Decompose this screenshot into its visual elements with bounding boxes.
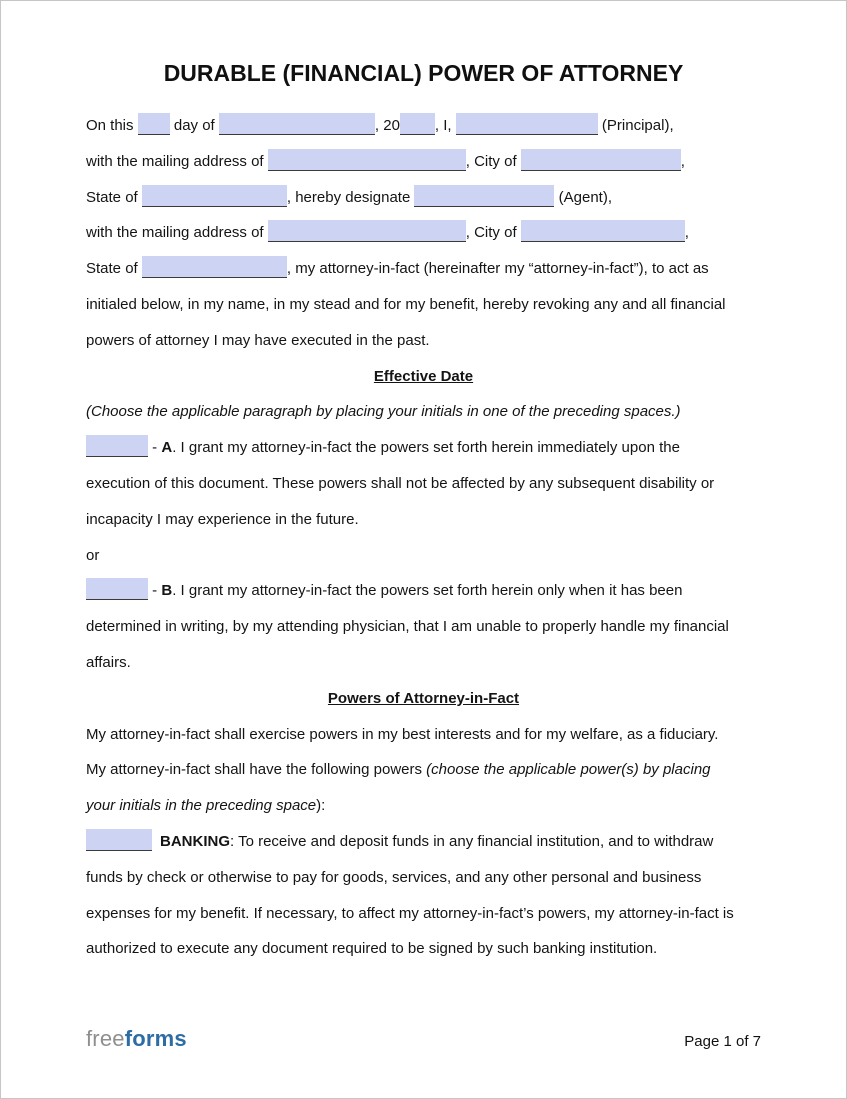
text-segment: day of [169, 117, 219, 134]
option-b-line-1 [86, 573, 761, 609]
text-segment: , City of [465, 152, 521, 170]
text-segment: . I grant my attorney-in-fact the powers set forth herein only when it has been [172, 582, 683, 600]
text-segment: , [684, 224, 689, 242]
instruction-note: (Choose the applicable paragraph by placing your initials in one of the preceding spaces.) [86, 403, 681, 421]
banking-line-2: funds by check or otherwise to pay for goods, services, and any other personal and business [86, 868, 702, 886]
intro-line-4 [86, 215, 761, 251]
blank-initials-a[interactable] [86, 435, 148, 457]
text-segment: , I, [434, 117, 456, 134]
blank-principal-name[interactable] [456, 113, 598, 135]
option-a-line-3: incapacity I may experience in the future. [86, 510, 359, 528]
intro-line-3 [86, 180, 761, 216]
text-segment: State of [86, 188, 142, 206]
blank-mailing-address-2[interactable] [268, 220, 466, 242]
text-segment: . I grant my attorney-in-fact the powers set forth herein immediately upon the [172, 439, 680, 457]
banking-line-1 [86, 824, 761, 860]
powers-line-1: My attorney-in-fact shall exercise powers in my best interests and for my welfare, as a fiduciary. [86, 725, 719, 743]
text-segment: , hereby designate [286, 188, 415, 206]
blank-initials-banking[interactable] [86, 829, 152, 851]
blank-city-2[interactable] [521, 220, 685, 242]
effective-date-heading: Effective Date [373, 367, 474, 385]
blank-state-2[interactable] [142, 256, 287, 278]
option-b-label: B [161, 582, 173, 600]
banking-line-3: expenses for my benefit. If necessary, to affect my attorney-in-fact’s powers, my attorney-in-fact is [86, 904, 734, 922]
text-segment: , City of [465, 224, 521, 242]
intro-line-6: initialed below, in my name, in my stead and for my benefit, hereby revoking any and all financial [86, 295, 726, 313]
blank-initials-b[interactable] [86, 578, 148, 600]
blank-year[interactable] [400, 113, 435, 135]
or-separator: or [86, 546, 100, 564]
text-segment: : To receive and deposit funds in any financial institution, and to withdraw [230, 832, 714, 850]
blank-day[interactable] [138, 113, 170, 135]
powers-line-2 [86, 752, 761, 788]
text-segment: - [148, 439, 162, 457]
banking-line-4: authorized to execute any document required to be signed by such banking institution. [86, 940, 658, 958]
intro-line-5 [86, 251, 761, 287]
text-segment: (Agent), [554, 188, 612, 206]
effective-date-heading-row [86, 359, 761, 395]
text-segment: State of [86, 260, 142, 278]
blank-agent-name[interactable] [414, 185, 554, 207]
instruction-italic: your initials in the preceding space [86, 797, 317, 815]
text-segment: ): [316, 797, 326, 815]
page-footer [86, 1026, 761, 1052]
instruction-italic: (choose the applicable power(s) by placing [426, 761, 711, 779]
text-segment: On this [86, 117, 138, 134]
option-a-line-2: execution of this document. These powers shall not be affected by any subsequent disability or [86, 474, 715, 492]
option-b-line-3: affairs. [86, 653, 131, 671]
freeforms-logo [86, 1026, 187, 1052]
blank-city-1[interactable] [521, 149, 681, 171]
brand-forms: forms [124, 1026, 187, 1051]
option-a-label: A [161, 439, 173, 457]
powers-line-3 [86, 788, 761, 824]
text-segment: , 20 [374, 117, 400, 134]
document-body [1, 108, 846, 967]
text-segment: My attorney-in-fact shall have the following powers [86, 761, 427, 779]
document-title: DURABLE (FINANCIAL) POWER OF ATTORNEY [163, 60, 684, 86]
option-b-line-2: determined in writing, by my attending physician, that I am unable to properly handle my financial [86, 618, 729, 636]
blank-month[interactable] [219, 113, 375, 135]
intro-line-2 [86, 144, 761, 180]
powers-heading-row [86, 681, 761, 717]
brand-free: free [86, 1026, 125, 1051]
text-segment: - [148, 582, 162, 600]
text-segment: with the mailing address of [86, 224, 268, 242]
powers-heading: Powers of Attorney-in-Fact [327, 689, 520, 707]
option-a-line-1 [86, 430, 761, 466]
text-segment: (Principal), [597, 117, 674, 134]
page-indicator: Page 1 of 7 [684, 1033, 761, 1050]
banking-label: BANKING [160, 832, 230, 850]
text-segment: with the mailing address of [86, 152, 268, 170]
intro-line-7: powers of attorney I may have executed in the past. [86, 331, 430, 349]
text-segment: , my attorney-in-fact (hereinafter my “attorney-in-fact”), to act as [286, 260, 709, 278]
blank-mailing-address-1[interactable] [268, 149, 466, 171]
intro-line-1 [86, 108, 761, 144]
blank-state-1[interactable] [142, 185, 287, 207]
text-segment: , [680, 152, 685, 170]
